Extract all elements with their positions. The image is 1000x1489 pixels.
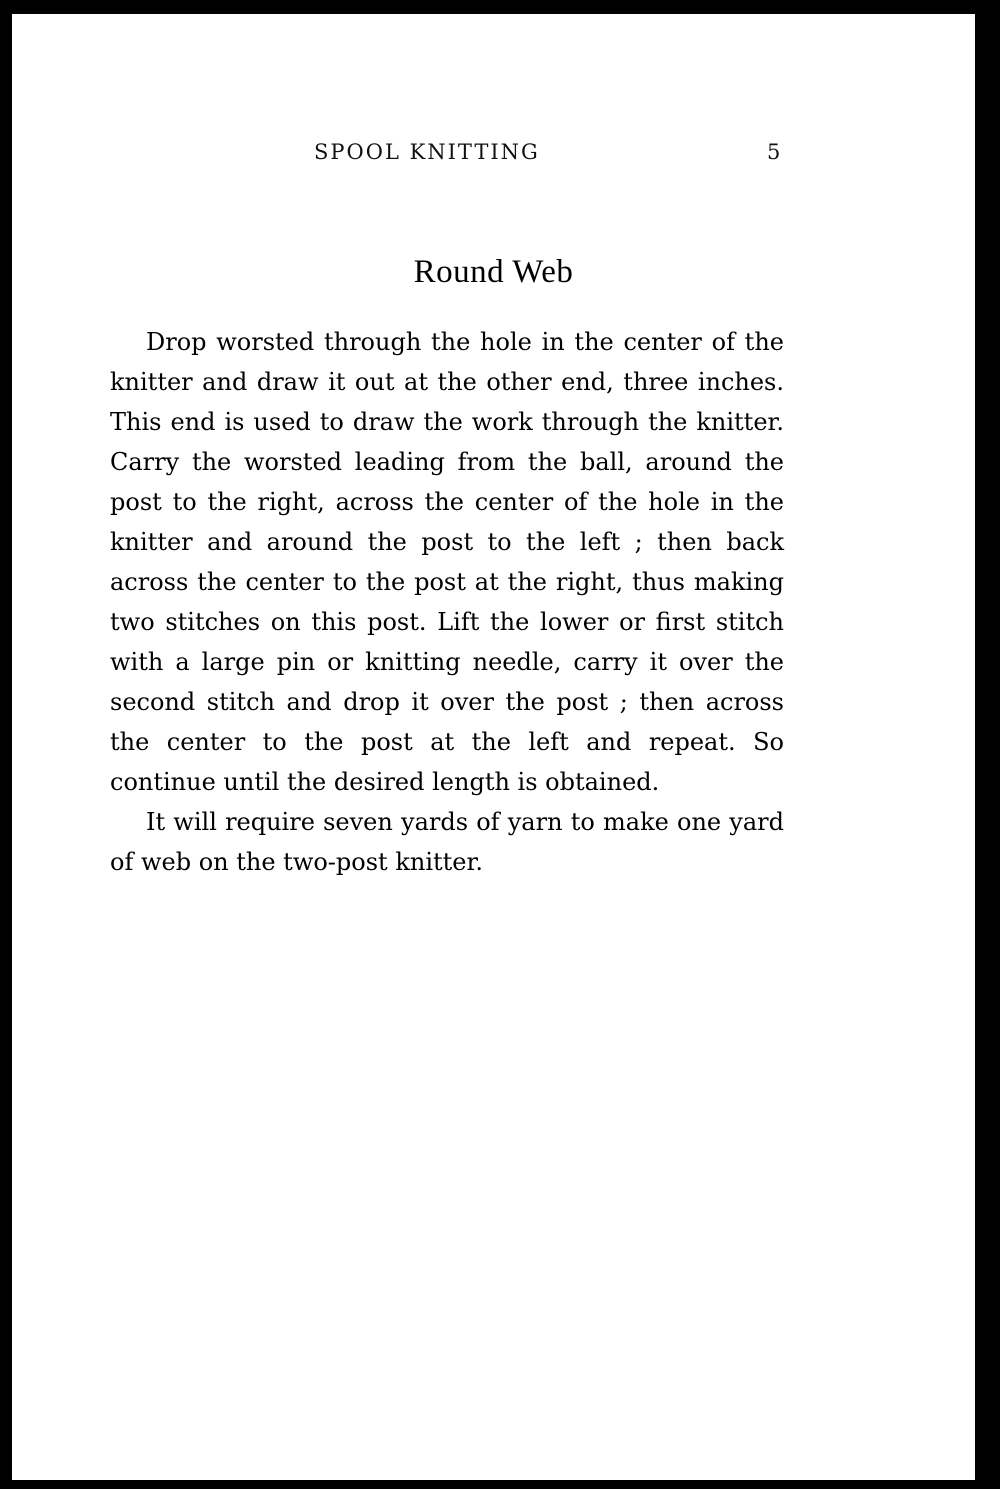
section-heading: Round Web (413, 254, 574, 290)
page-number: 5 (767, 140, 781, 164)
book-page (12, 14, 975, 1480)
running-head (12, 140, 975, 170)
running-head-title: SPOOL KNITTING (314, 140, 540, 164)
paragraph: Drop worsted through the hole in the center of the knitter and draw it out at the other end, three inches. This end is used to draw the work through the knitter. Carry the worsted leading from the ball, around the post to the right, across the center of the hole in the knitter and around the post to the left ; then back across the center to the post at the right, thus making two stitches on this post. Lift the lower or first stitch with a large pin or knitting needle, carry it over the second stitch and drop it over the post ; then across the center to the post at the left and repeat. So continue until the desired length is obtained. (110, 328, 784, 796)
paragraph: It will require seven yards of yarn to make one yard of web on the two-post knitter. (110, 808, 784, 876)
section-body (110, 322, 784, 882)
